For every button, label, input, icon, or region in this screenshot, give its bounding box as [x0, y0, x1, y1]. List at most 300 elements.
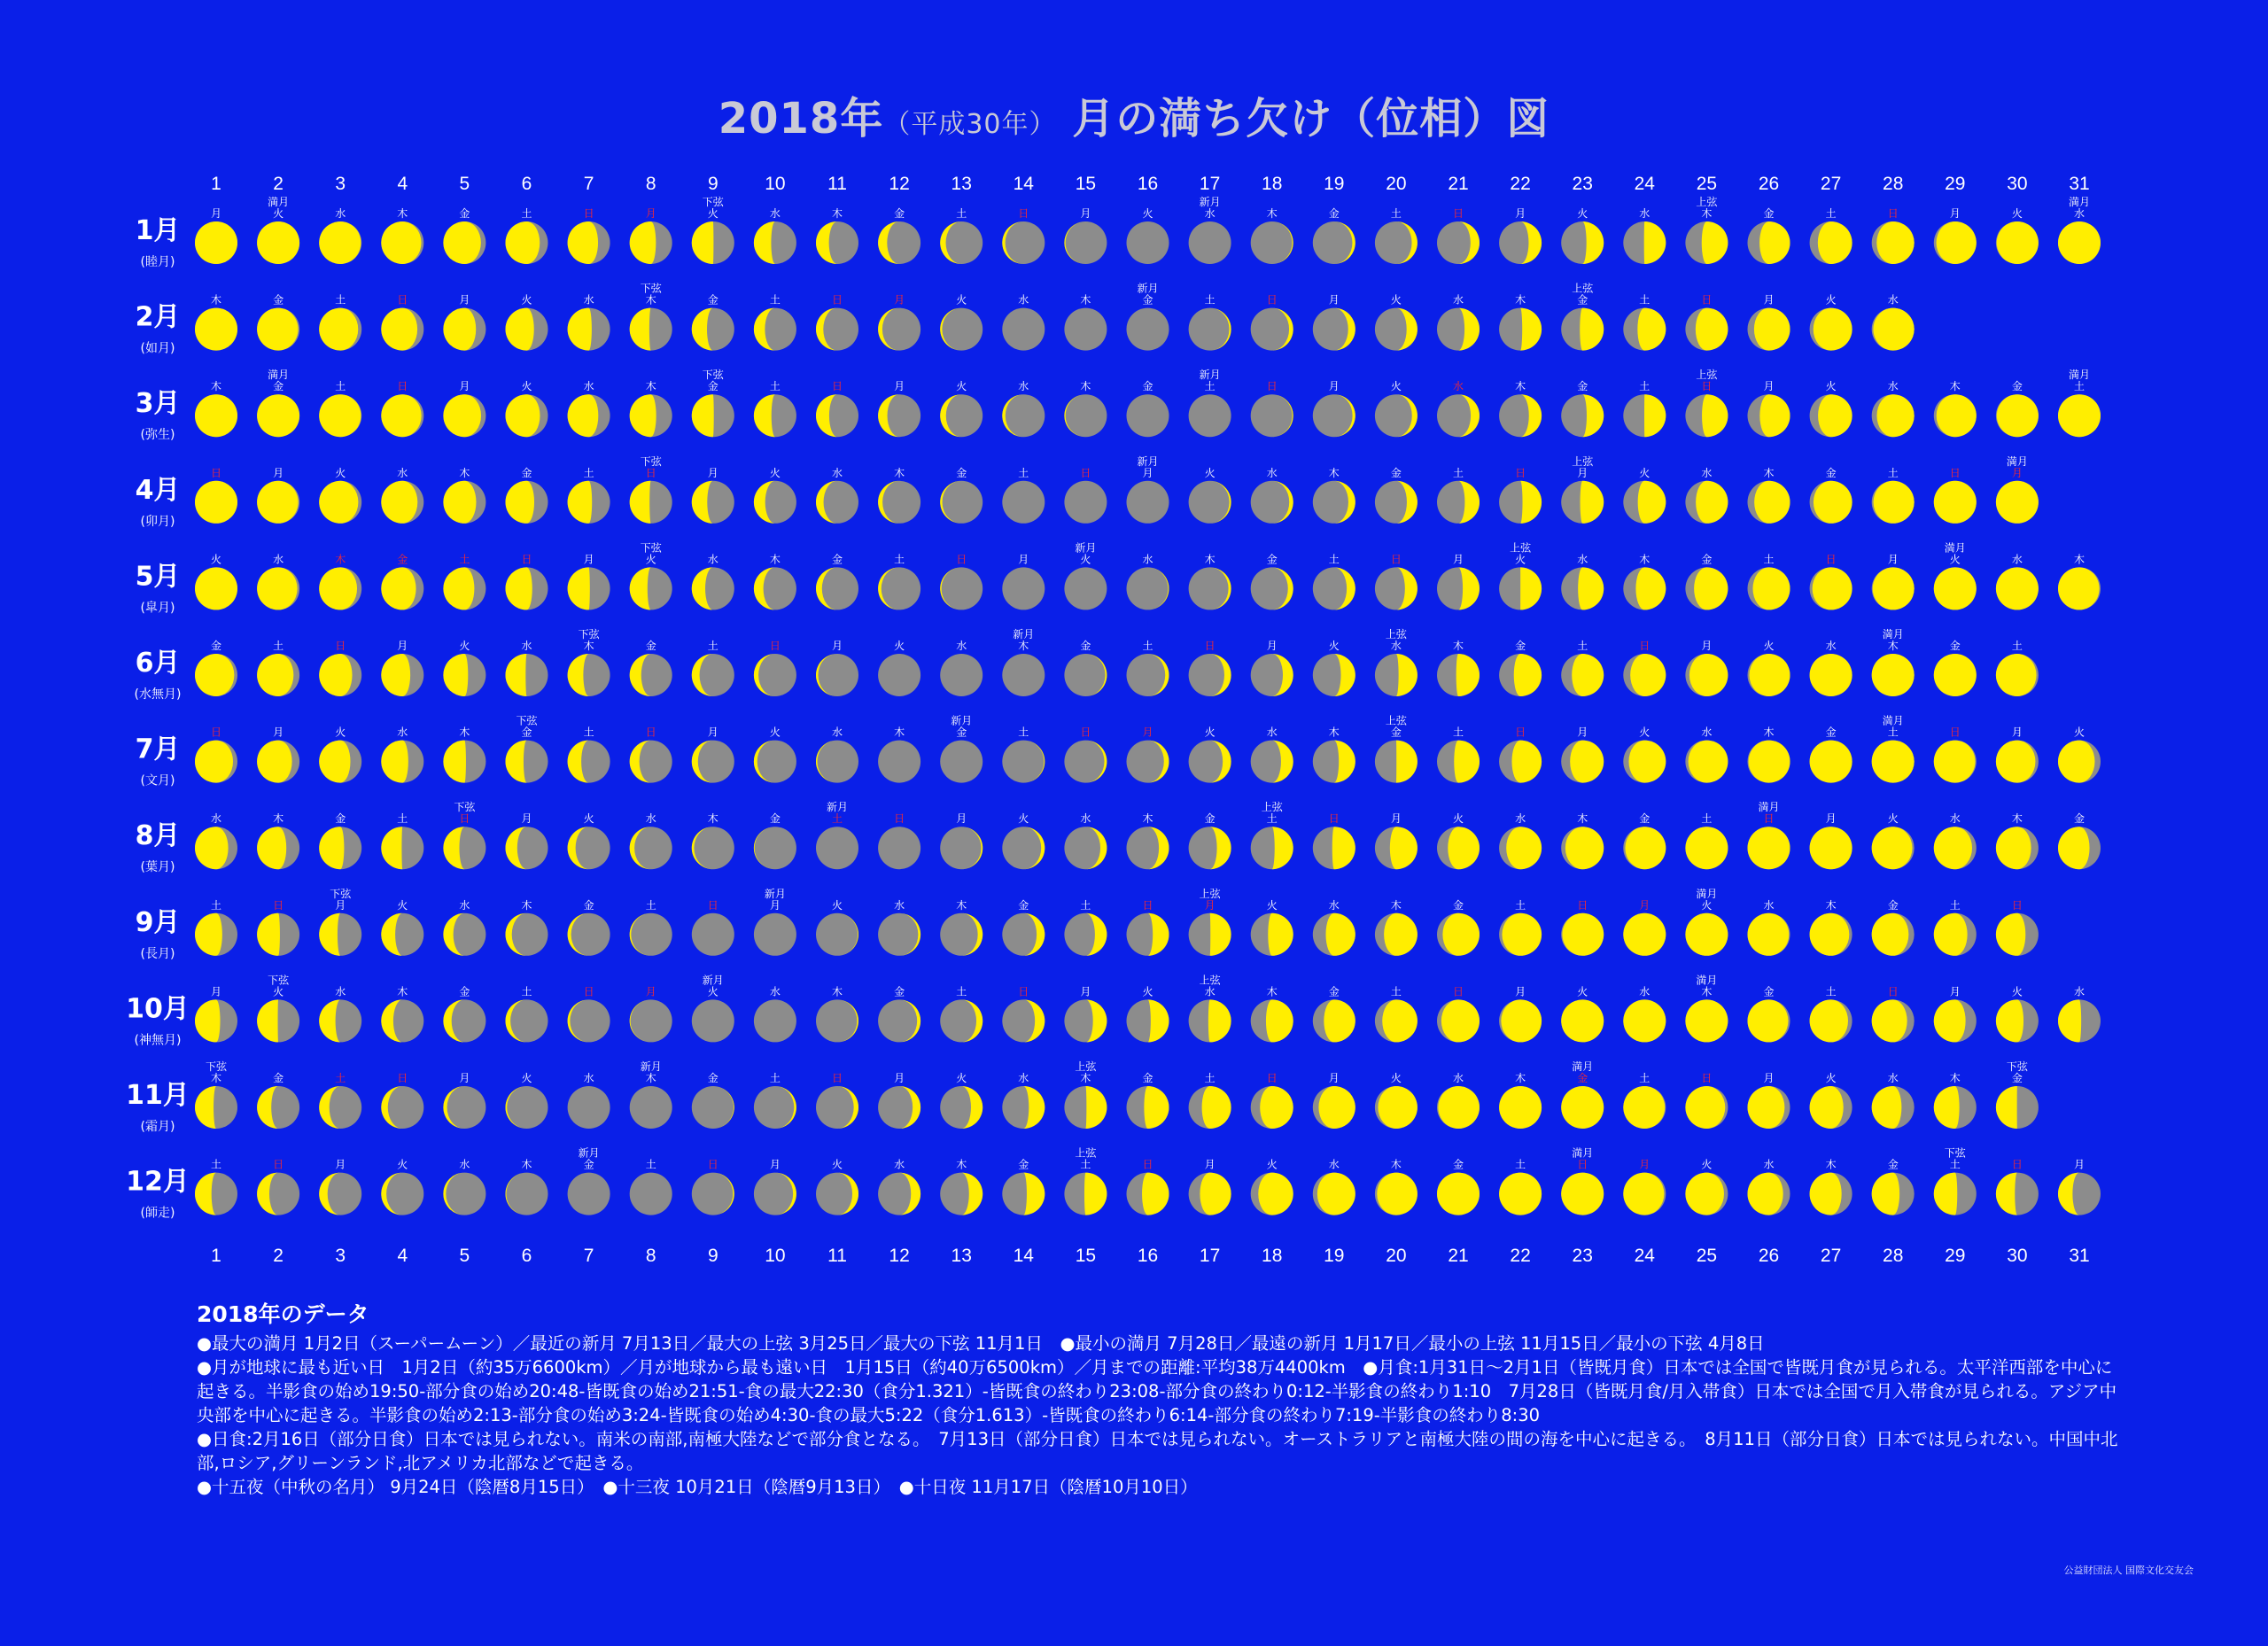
weekday-label: 水 [1328, 898, 1340, 912]
moon-day [1934, 207, 1977, 264]
moon-day [754, 206, 796, 264]
weekday-label: 水 [831, 466, 843, 479]
weekday-label: 月 [1204, 898, 1216, 912]
weekday-label: 木 [1328, 466, 1340, 479]
day-number-bottom: 26 [1758, 1246, 1780, 1266]
moon-day [940, 1158, 983, 1215]
moon-day [1127, 552, 1169, 609]
phase-event-label: 満月 [1758, 801, 1780, 814]
moon-day [630, 898, 672, 956]
weekday-label: 水 [1887, 380, 1899, 393]
moon-day [1685, 552, 1728, 609]
phase-event-label: 上弦 [1572, 454, 1594, 468]
weekday-label: 木 [1949, 380, 1961, 393]
day-header-top [211, 174, 2090, 194]
moon-lit-area [381, 567, 416, 609]
weekday-label: 木 [894, 726, 905, 739]
moon-lit-area [1996, 913, 2025, 956]
moon-day [319, 1159, 361, 1215]
weekday-label: 水 [397, 466, 408, 479]
moon-day [1996, 984, 2039, 1042]
weekday-label: 水 [1701, 466, 1713, 479]
moon-day [1437, 1071, 1480, 1129]
weekday-label: 木 [956, 1158, 967, 1171]
weekday-label: 木 [2073, 553, 2085, 566]
weekday-label: 月 [1142, 466, 1153, 479]
moon-day [1064, 467, 1107, 524]
weekday-label: 水 [1887, 293, 1899, 307]
weekday-label: 日 [1080, 466, 1091, 479]
moon-day [195, 467, 237, 524]
day-number-bottom: 22 [1510, 1246, 1531, 1266]
weekday-label: 木 [1887, 640, 1899, 652]
moon-lit-area [1696, 308, 1728, 351]
weekday-label: 木 [397, 207, 408, 220]
moon-day [506, 466, 548, 524]
moon-day [692, 552, 734, 609]
month-traditional-name: (水無月) [134, 687, 182, 702]
moon-disc [1064, 567, 1107, 609]
moon-day [1189, 1159, 1231, 1215]
moon-lit-area [506, 654, 527, 696]
weekday-label: 月 [769, 1158, 781, 1171]
weekday-label: 水 [1887, 1072, 1899, 1084]
moon-day [1064, 898, 1107, 956]
weekday-label: 火 [707, 207, 718, 220]
phase-event-label: 上弦 [1696, 369, 1718, 382]
moon-day [692, 974, 734, 1042]
day-number-bottom: 2 [273, 1246, 284, 1266]
weekday-label: 金 [521, 726, 532, 739]
moon-lit-area [568, 394, 599, 437]
weekday-label: 金 [1639, 812, 1651, 826]
moon-day [940, 1071, 983, 1129]
moon-day [1934, 985, 1977, 1042]
moon-day [1685, 466, 1728, 524]
month-name: 5月 [135, 561, 181, 593]
day-number-bottom: 15 [1075, 1246, 1097, 1266]
moon-lit-area [319, 567, 357, 609]
moon-day [1996, 1060, 2039, 1129]
weekday-label: 火 [1701, 898, 1713, 912]
day-number-top: 24 [1634, 174, 1655, 194]
moon-day [1251, 1158, 1293, 1215]
weekday-label: 土 [1204, 293, 1216, 307]
moon-day [2058, 196, 2101, 264]
weekday-label: 金 [1142, 380, 1153, 393]
moon-day [1561, 811, 1604, 869]
moon-day [816, 898, 858, 956]
weekday-label: 月 [894, 1072, 905, 1084]
moon-day [1375, 206, 1418, 264]
weekday-label: 木 [273, 812, 284, 826]
moon-day [1002, 553, 1045, 609]
day-number-bottom: 20 [1386, 1246, 1407, 1266]
moon-day [1127, 899, 1169, 956]
weekday-label: 日 [273, 1158, 284, 1171]
moon-lit-area [1084, 1173, 1107, 1215]
weekday-label: 土 [210, 898, 222, 912]
moon-day [381, 984, 423, 1042]
moon-lit-area [692, 221, 714, 264]
moon-lit-area [1396, 654, 1418, 696]
weekday-label: 月 [1515, 207, 1526, 220]
moon-day [568, 1071, 610, 1129]
moon-day [1251, 898, 1293, 956]
phase-event-label: 上弦 [1075, 1146, 1097, 1160]
moon-lit-area [1448, 827, 1480, 869]
moon-lit-area [1934, 999, 1966, 1042]
moon-lit-area [568, 308, 592, 351]
moon-day [443, 726, 485, 783]
day-number-top: 25 [1696, 174, 1718, 194]
moon-lit-area [257, 394, 299, 437]
moon-lit-area [1685, 827, 1728, 869]
weekday-label: 月 [1452, 553, 1464, 566]
weekday-label: 月 [956, 812, 967, 826]
weekday-label: 火 [1018, 812, 1029, 826]
day-number-top: 30 [2007, 174, 2028, 194]
moon-lit-area [1561, 1173, 1604, 1215]
moon-day [1127, 726, 1169, 783]
moon-day [1499, 1071, 1542, 1129]
moon-day [1127, 811, 1169, 869]
moon-lit-area [630, 221, 656, 264]
moon-day [506, 715, 548, 783]
weekday-label: 木 [210, 293, 222, 307]
moon-day [1748, 1072, 1790, 1129]
moon-day [195, 726, 237, 783]
moon-day [630, 283, 672, 351]
weekday-label: 日 [645, 466, 656, 479]
moon-lit-area [1996, 741, 2036, 783]
moon-day [630, 379, 672, 437]
moon-lit-area [381, 827, 402, 869]
weekday-label: 水 [397, 726, 408, 739]
title-year: 2018年 [718, 94, 884, 144]
moon-day [1499, 293, 1542, 351]
moon-day [1499, 639, 1542, 696]
weekday-label: 火 [210, 553, 222, 566]
day-number-top: 17 [1199, 174, 1221, 194]
weekday-label: 金 [894, 985, 905, 998]
moon-day [1996, 455, 2039, 524]
day-number-top: 21 [1448, 174, 1469, 194]
moon-day [2058, 1159, 2101, 1215]
weekday-label: 土 [1639, 1072, 1651, 1084]
moon-day [1748, 639, 1790, 696]
moon-day [1313, 294, 1355, 351]
weekday-label: 水 [645, 812, 656, 826]
weekday-label: 土 [956, 985, 967, 998]
moon-day [816, 294, 858, 351]
moon-day [1872, 466, 1915, 524]
weekday-label: 日 [1018, 985, 1029, 998]
weekday-label: 金 [1825, 726, 1837, 739]
moon-day [1685, 368, 1728, 437]
moon-day [1313, 552, 1355, 609]
moon-disc [630, 1173, 672, 1215]
weekday-label: 火 [1825, 380, 1837, 393]
month-name: 7月 [135, 734, 181, 765]
weekday-label: 水 [1577, 553, 1588, 566]
phase-event-label: 下弦 [578, 628, 600, 641]
moon-lit-area [1628, 741, 1666, 783]
weekday-label: 水 [1825, 640, 1837, 652]
moon-lit-area [1561, 999, 1604, 1042]
moon-day [1748, 206, 1790, 264]
day-number-bottom: 23 [1572, 1246, 1593, 1266]
moon-day [2058, 552, 2101, 609]
moon-day [195, 898, 237, 956]
moon-day [630, 455, 672, 524]
weekday-label: 水 [583, 293, 594, 307]
weekday-label: 金 [273, 380, 284, 393]
moon-lit-area [195, 999, 221, 1042]
moon-day [630, 207, 672, 264]
weekday-label: 日 [956, 553, 967, 566]
moon-day [1561, 1147, 1604, 1215]
weekday-label: 金 [1266, 553, 1278, 566]
moon-day [1313, 1072, 1355, 1129]
moon-lit-area [1644, 394, 1666, 437]
moon-day [1189, 640, 1231, 696]
weekday-label: 火 [1390, 1072, 1402, 1084]
moon-day [1810, 984, 1852, 1042]
weekday-label: 水 [335, 207, 346, 220]
moon-disc [816, 827, 858, 869]
moon-lit-area [1520, 481, 1542, 524]
moon-lit-area [1749, 741, 1790, 783]
moon-day [1127, 379, 1169, 437]
weekday-label: 日 [2011, 1158, 2023, 1171]
weekday-label: 金 [1142, 1072, 1153, 1084]
moon-day [1189, 973, 1231, 1042]
moon-disc [1127, 308, 1169, 351]
moon-lit-area [1260, 1086, 1293, 1129]
day-number-top: 19 [1324, 174, 1345, 194]
phase-event-label: 新月 [1137, 454, 1159, 468]
moon-lit-area [195, 741, 233, 783]
weekday-label: 月 [397, 640, 408, 652]
month-traditional-name: (師走) [140, 1206, 175, 1221]
moon-day [1561, 552, 1604, 609]
moon-day [1064, 811, 1107, 869]
day-number-top: 16 [1137, 174, 1159, 194]
moon-lit-area [1332, 827, 1355, 869]
moon-lit-area [1810, 1173, 1842, 1215]
weekday-label: 木 [1080, 1072, 1091, 1084]
moon-day [506, 553, 548, 609]
moon-day [1189, 552, 1231, 609]
weekday-label: 金 [1887, 1158, 1899, 1171]
weekday-label: 月 [210, 207, 222, 220]
day-number-bottom: 27 [1820, 1246, 1842, 1266]
moon-lit-area [1748, 1086, 1785, 1129]
moon-day [1748, 984, 1790, 1042]
moon-day [1499, 811, 1542, 869]
moon-day [381, 466, 423, 524]
weekday-label: 火 [1639, 726, 1651, 739]
weekday-label: 木 [707, 812, 718, 826]
weekday-label: 土 [645, 1158, 656, 1171]
moon-day [1748, 294, 1790, 351]
weekday-label: 月 [1515, 985, 1526, 998]
weekday-label: 土 [1949, 1158, 1961, 1171]
weekday-label: 火 [707, 985, 718, 998]
moon-day [878, 984, 920, 1042]
moon-lit-area [1872, 741, 1915, 783]
moon-lit-area [1754, 308, 1790, 351]
moon-lit-area [1937, 221, 1977, 264]
weekday-label: 月 [1080, 207, 1091, 220]
moon-day [1623, 1159, 1666, 1215]
weekday-label: 月 [894, 380, 905, 393]
phase-event-label: 下弦 [1944, 1146, 1966, 1160]
moon-day [1810, 812, 1852, 869]
day-number-bottom: 21 [1448, 1246, 1469, 1266]
weekday-label: 水 [769, 985, 781, 998]
moon-lit-area [1258, 1173, 1293, 1215]
weekday-label: 木 [1080, 380, 1091, 393]
weekday-label: 月 [1328, 380, 1340, 393]
moon-disc [1002, 308, 1045, 351]
day-number-bottom: 1 [211, 1246, 221, 1266]
day-number-top: 15 [1075, 174, 1097, 194]
moon-grid [195, 195, 2101, 1215]
moon-day [1002, 379, 1045, 437]
title-era: （平成30年） [883, 109, 1057, 140]
moon-day [443, 552, 485, 609]
moon-day [1375, 898, 1418, 956]
weekday-label: 土 [1390, 985, 1402, 998]
moon-day [381, 811, 423, 869]
day-number-bottom: 17 [1199, 1246, 1221, 1266]
weekday-label: 水 [831, 726, 843, 739]
moon-day [878, 206, 920, 264]
weekday-label: 月 [645, 985, 656, 998]
weekday-label: 土 [769, 380, 781, 393]
moon-day [816, 984, 858, 1042]
moon-day [257, 1071, 299, 1129]
moon-lit-area [1685, 1086, 1725, 1129]
moon-lit-area [195, 221, 237, 264]
month-traditional-name: (睦月) [140, 255, 175, 269]
weekday-label: 日 [1949, 726, 1961, 739]
moon-day [568, 379, 610, 437]
month-name: 4月 [135, 474, 181, 506]
weekday-label: 月 [1142, 726, 1153, 739]
day-number-bottom: 29 [1945, 1246, 1966, 1266]
moon-lit-area [2058, 827, 2090, 869]
weekday-label: 月 [1328, 293, 1340, 307]
moon-day [1127, 1159, 1169, 1215]
weekday-label: 日 [1701, 293, 1713, 307]
moon-day [1872, 1158, 1915, 1215]
moon-day [1375, 812, 1418, 869]
moon-day [257, 196, 299, 264]
moon-day [1002, 207, 1045, 264]
weekday-label: 金 [956, 466, 967, 479]
moon-day [195, 293, 237, 351]
moon-day [754, 293, 796, 351]
moon-lit-area [1384, 913, 1418, 956]
weekday-label: 木 [1266, 207, 1278, 220]
phase-event-label: 新月 [702, 974, 724, 987]
moon-lit-area [319, 394, 361, 437]
moon-lit-area [443, 394, 481, 437]
weekday-label: 木 [831, 985, 843, 998]
moon-lit-area [1272, 827, 1293, 869]
moon-lit-area [1934, 654, 1977, 696]
moon-lit-area [1696, 481, 1728, 524]
moon-lit-area [195, 654, 234, 696]
weekday-label: 火 [1142, 207, 1153, 220]
moon-lit-area [195, 913, 222, 956]
weekday-label: 日 [769, 640, 781, 652]
moon-day [1561, 379, 1604, 437]
day-number-top: 20 [1386, 174, 1407, 194]
note-line-solar-eclipse: ●日食:2月16日（部分日食）日本では見られない。南米の南部,南極大陸などで部分食となる。 7月13日（部分日食）日本では見られない。オーストラリアと南極大陸の間の海を中心に起きる。 8月11日（部分日食）日本では見られない。中国中北部,ロシア,グリーンランド,北アメリカ北部などで起きる。 [197, 1429, 2118, 1473]
weekday-label: 金 [1142, 293, 1153, 307]
moon-lit-area [1210, 913, 1231, 956]
moon-day [1313, 466, 1355, 524]
weekday-label: 月 [335, 898, 346, 912]
day-number-top: 13 [951, 174, 972, 194]
moon-lit-area [257, 654, 293, 696]
moon-lit-area [443, 567, 474, 609]
moon-day [1499, 540, 1542, 609]
moon-day [257, 811, 299, 869]
day-number-bottom: 16 [1137, 1246, 1159, 1266]
moon-lit-area [1759, 394, 1790, 437]
moon-day [692, 811, 734, 869]
moon-day [1499, 898, 1542, 956]
moon-day [816, 466, 858, 524]
day-number-top: 14 [1013, 174, 1034, 194]
weekday-label: 木 [1515, 1072, 1526, 1084]
moon-lit-area [195, 1086, 216, 1129]
moon-lit-area [1876, 221, 1914, 264]
weekday-label: 月 [459, 380, 470, 393]
weekday-label: 金 [1887, 898, 1899, 912]
weekday-label: 月 [1328, 1072, 1340, 1084]
moon-lit-area [568, 221, 598, 264]
day-number-bottom: 4 [397, 1246, 408, 1266]
weekday-label: 木 [521, 898, 532, 912]
moon-day [1623, 1071, 1666, 1129]
moon-lit-area [1814, 308, 1852, 351]
moon-lit-area [1580, 308, 1604, 351]
moon-day [878, 639, 920, 696]
moon-day [816, 380, 858, 437]
weekday-label: 日 [1266, 1072, 1278, 1084]
moon-day [443, 206, 485, 264]
moon-day [1127, 283, 1169, 351]
weekday-label: 金 [1701, 553, 1713, 566]
day-number-bottom: 6 [521, 1246, 532, 1266]
weekday-label: 水 [1452, 293, 1464, 307]
day-number-top: 12 [889, 174, 910, 194]
moon-day [1810, 639, 1852, 696]
weekday-label: 土 [1763, 553, 1775, 566]
weekday-label: 日 [1080, 726, 1091, 739]
moon-lit-area [1997, 394, 2039, 437]
weekday-label: 日 [1701, 380, 1713, 393]
moon-lit-area [506, 481, 535, 524]
moon-lit-area [692, 394, 714, 437]
moon-lit-area [1644, 221, 1666, 264]
